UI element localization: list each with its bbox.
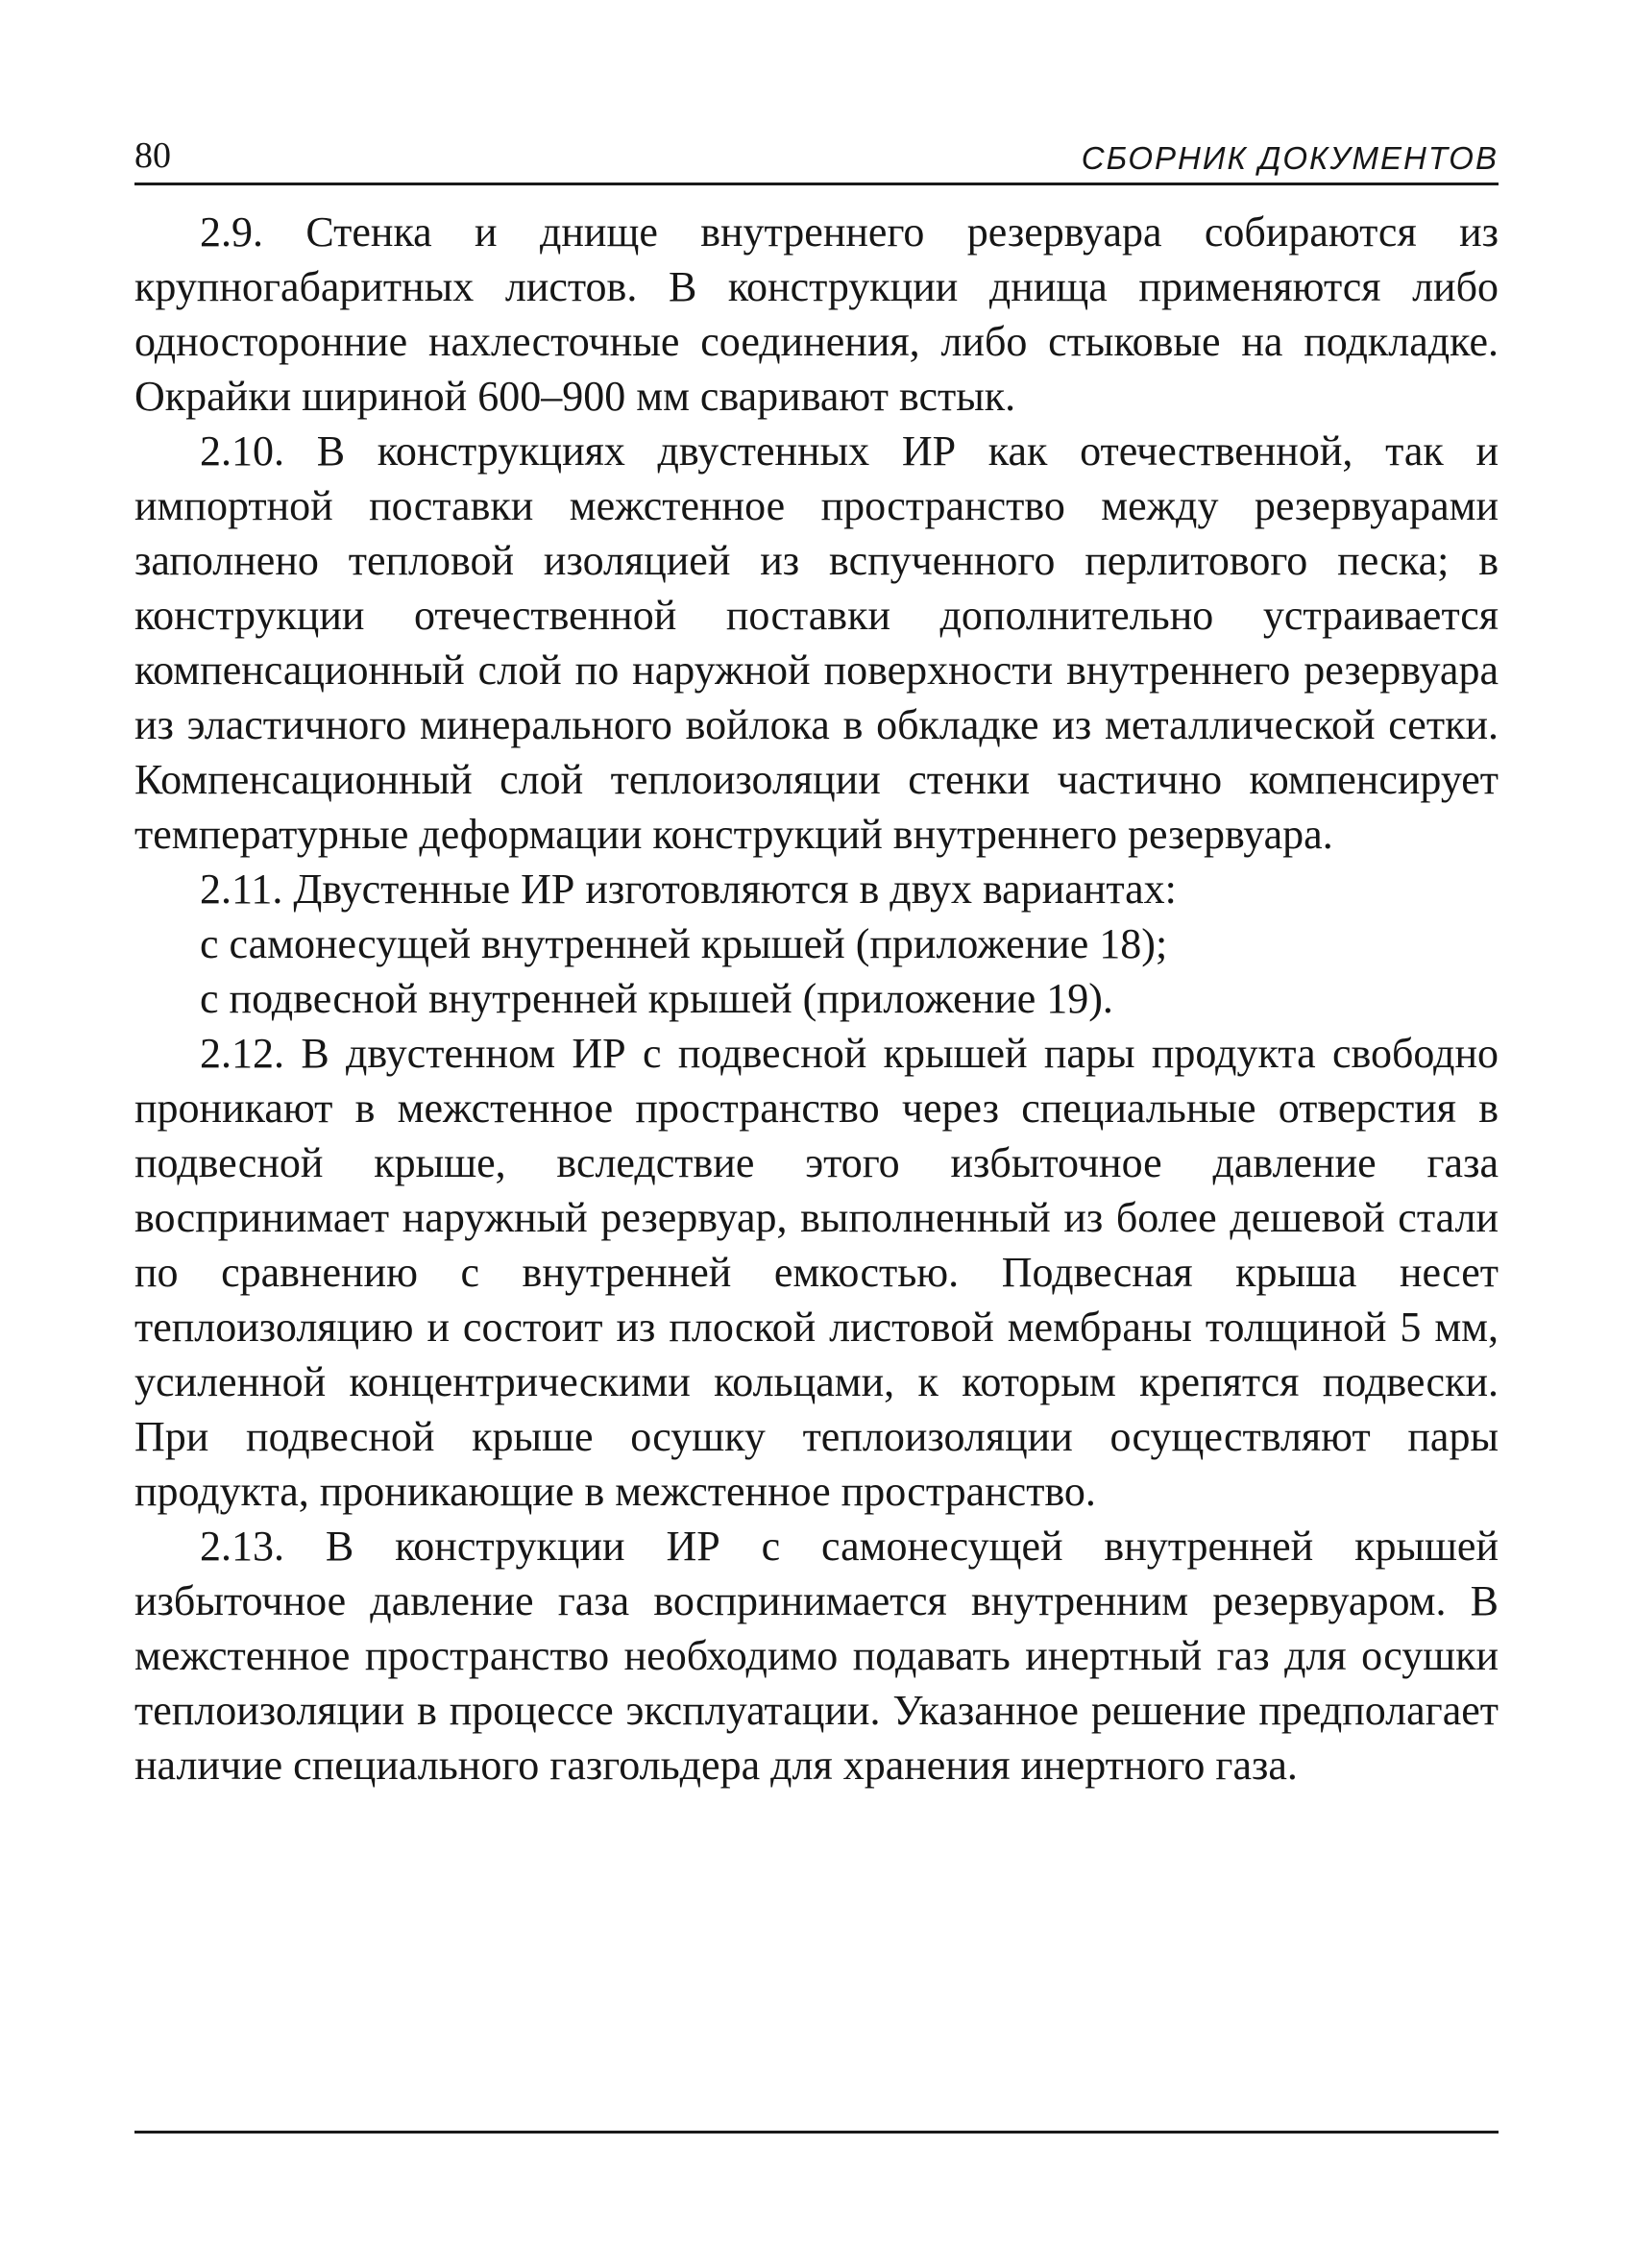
body-text [134, 205, 1499, 1792]
paragraph-2-10: 2.10. В конструкциях двустенных ИР как отечественной, так и импортной поставки межстенное пространство между резервуарами заполнено тепловой изоляцией из вспученного перлитового песка; в конструкции отечественной поставки дополнительно устраивается компенсационный слой по наружной поверхности внутреннего резервуара из эластичного минерального войлока в обкладке из металлической сетки. Компенсационный слой теплоизоляции стенки частично компенсирует температурные деформации конструкций внутреннего резервуара. [134, 427, 1499, 858]
page-header [134, 125, 1499, 185]
running-title: СБОРНИК ДОКУМЕНТОВ [1081, 140, 1499, 176]
list-item-self-supporting-roof: с самонесущей внутренней крышей (приложение 18); [200, 920, 1168, 967]
paragraph-2-11: 2.11. Двустенные ИР изготовляются в двух вариантах: [200, 866, 1177, 913]
document-page [134, 125, 1499, 1792]
paragraph-2-9: 2.9. Стенка и днище внутреннего резервуара собираются из крупногабаритных листов. В конструкции днища применяются либо односторонние нахлесточные соединения, либо стыковые на подкладке. Окрайки шириной 600–900 мм сваривают встык. [134, 208, 1499, 420]
page-number: 80 [134, 135, 171, 176]
list-item-suspended-roof: с подвесной внутренней крышей (приложение 19). [200, 975, 1113, 1022]
footer-rule [134, 2131, 1499, 2134]
paragraph-2-12: 2.12. В двустенном ИР с подвесной крышей пары продукта свободно проникают в межстенное пространство через специальные отверстия в подвесной крыше, вследствие этого избыточное давление газа воспринимает наружный резервуар, выполненный из более дешевой стали по сравнению с внутренней емкостью. Подвесная крыша несет теплоизоляцию и состоит из плоской листовой мембраны толщиной 5 мм, усиленной концентрическими кольцами, к которым крепятся подвески. При подвесной крыше осушку теплоизоляции осуществляют пары продукта, проникающие в межстенное пространство. [134, 1030, 1499, 1515]
paragraph-2-13: 2.13. В конструкции ИР с самонесущей внутренней крышей избыточное давление газа воспринимается внутренним резервуаром. В межстенное пространство необходимо подавать инертный газ для осушки теплоизоляции в процессе эксплуатации. Указанное решение предполагает наличие специального газгольдера для хранения инертного газа. [134, 1523, 1499, 1789]
